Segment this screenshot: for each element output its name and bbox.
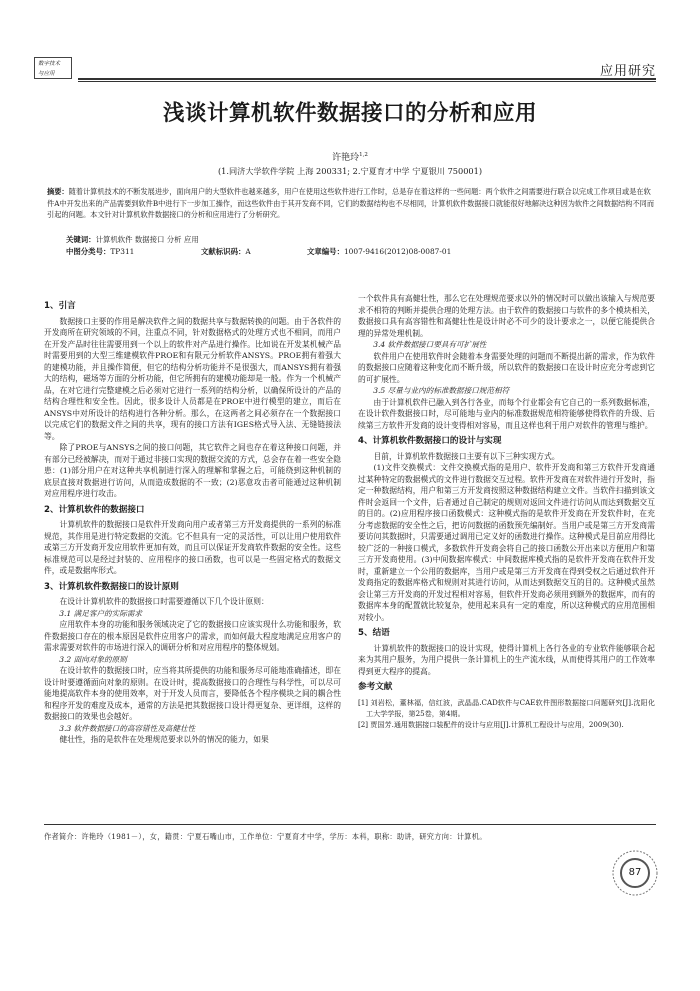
journal-line2: 与应用 [38,71,55,77]
header-rule [78,78,656,80]
paragraph: 计算机软件的数据接口是软件开发商向用户或者第三方开发商提供的一系列的标准规范，其作用是进行特定数据的交流。它不但具有一定的灵活性，可以让用户使用软件或第三方开发商开发应用软件更加有效，而且可以保证开发商软件数据的安全性。这些标准规范可以是经过封装的、应用程序的接口函数，也可以是一些固定格式的数据文件，或是数据库形式。 [44,520,341,575]
abstract-text: 随着计算机技术的不断发展进步，面向用户的大型软件也越来越多，用户在使用这些软件进行工作时，总是存在着这样的一些问题：两个软件之间需要进行联合以完成工作项目或是在软件A中开发出来的产品需要到软件B中进行下一步加工操作，而这些软件由于其开发商不同，它们的数据结构也不尽相同，计算机软件数据接口就能很好地解决这种因为软件之间数据结构不同而引起的问题。本文针对计算机软件数据接口的分析和应用进行了分析研究。 [47,187,655,219]
footer-rule [44,824,656,825]
author-affil-marks: 1,2 [359,152,368,158]
paragraph: 应用软件本身的功能和服务领域决定了它的数据接口应该实现什么功能和服务，软件数据接口存在的根本原因是软件应用客户的需求，而如何最大程度地满足应用客户的需求需要对软件的市场进行深入的调研分析和对应用程序的整体规划。 [44,620,341,652]
subheading-3-4: 3.4 软件数据接口要具有可扩展性 [373,340,487,349]
paragraph: 在设计软件的数据接口时，应当将其所提供的功能和服务尽可能地准确描述，即在设计时要遵循面向对象的原则。在设计时，提高数据接口的合理性与科学性，可以尽可能地提高软件本身的使用效率，对于开发人员而言，要降低各个程序模块之间的耦合性和程序开发的难度及成本，通常的方法是把其数据接口设计得更复杂、更详细，这样的数据接口的效果也会越好。 [44,666,341,721]
subheading-3-3: 3.3 软件数据接口的高容错性及高健壮性 [59,723,196,733]
article-no-value: 1007-9416(2012)08-0087-01 [343,246,452,256]
paragraph: 一个软件具有高健壮性，那么它在处理规范要求以外的情况时可以做出该输入与规范要求不相符的判断并提供合理的处理方法。由于软件的数据接口与软件的多个模块相关，数据接口具有高容错性和高健壮性是设计时必不可少的设计要求之一，以便它能提供合理的异常处理机制。 [358,294,655,338]
paragraph: 由于计算机软件已融入到各行各业，而每个行业都会有它自己的一系列数据标准，在设计软件数据接口时，尽可能地与业内的标准数据规范相符能够使得软件的升级、后续第三方软件开发商的设计变得相对容易，而且这样也利于用户对软件的管理与维护。 [358,397,655,430]
article-meta [66,234,451,257]
classification-row [66,246,451,258]
journal-line1: 数字技术 [38,61,61,67]
section-label: 应用研究 [599,64,656,79]
abstract [47,186,657,221]
page-number: 87 [620,858,650,888]
paragraph: 软件用户在使用软件时会随着本身需要处理的问题而不断提出新的需求，作为软件的数据接口应随着这种变化而不断升级，所以软件的数据接口在设计时应充分考虑到它的可扩展性。 [358,351,655,384]
heading-references: 参考文献 [358,682,393,692]
header-rule-thin [78,81,656,82]
heading-data-interface: 2、计算机软件的数据接口 [44,504,145,515]
abstract-label: 摘要： [47,187,69,196]
paragraph: 计算机软件的数据接口的设计实现，使得计算机上各行各业的专业软件能够联合起来为其用户服务，为用户提供一条计算机上的生产流水线，从而使得其用户的工作效率得到更大程序的提高。 [358,643,655,676]
clc-field [66,246,201,258]
heading-design-principles: 3、计算机软件数据接口的设计原则 [44,581,179,592]
doc-code-value: A [245,246,251,256]
affiliation: (1.同济大学软件学院 上海 200331; 2.宁夏育才中学 宁夏银川 750001) [217,166,483,176]
author-name: 许艳玲 [332,153,360,163]
article-no-field [307,246,451,258]
clc-label: 中图分类号： [66,246,111,256]
paragraph: (1)文件交换模式：文件交换模式指的是用户、软件开发商和第三方软件开发商通过某种特定的数据模式的文件进行数据交互过程。软件开发商在对软件进行开发时，指定一种数据结构，用户和第三方开发商按照这种数据结构建立文件。当软件扫描到该文件时会返回一个文件，后者通过自己制定的规则对返回文件进行访问从而达到数据交互的目的。(2)应用程序接口函数模式：这种模式指的是软件开发商在开发软件时，在充分考虑数据的安全性之后，把访问数据的函数预先编制好。当用户或是第三方开发商需要访问其数据时，只需要通过调用已定义好的函数进行操作。这种模式是目前应用得比较广泛的一种接口模式，多数软件开发商会将自己的接口函数公开出来以方便用户和第三方开发商使用。(3)中间数据库模式：中间数据库模式指的是软件开发商在软件开发时，重新建立一个公用的数据库，当用户或是第三方开发商在得到受权之后通过软件开发商指定的数据库格式和规则对其进行访问，从而达到数据交互的目的。这种模式虽然会让第三方开发商的开发过程相对容易，但软件开发商必须用到额外的数据库，而有的数据库本身的配置就比较复杂，使用起来具有一定的难度，所以这种模式的应用范围相对较小。 [358,463,655,622]
right-column [358,293,655,730]
journal-logo [34,57,72,79]
author [0,150,700,163]
reference-item: [2] 贾国芳.通用数据接口装配件的设计与应用[J].计算机工程设计与应用，2009(30). [358,719,624,729]
heading-implementation: 4、计算机软件数据接口的设计与实现 [358,436,502,446]
keywords: 计算机软件 数据接口 分析 应用 [95,235,199,244]
keywords-label: 关键词： [66,235,96,244]
subheading-3-1: 3.1 满足客户的实际需求 [59,608,143,618]
left-column [44,296,341,746]
paragraph: 在设计计算机软件的数据接口时需要遵循以下几个设计原则： [59,597,269,606]
heading-introduction: 1、引言 [44,301,76,311]
heading-conclusion: 5、结语 [358,628,390,638]
article-title: 浅谈计算机软件数据接口的分析和应用 [162,101,537,126]
paragraph: 数据接口主要的作用是解决软件之间的数据共享与数据转换的问题。由于各软件的开发商所在研究领域的不同，注重点不同，针对数据格式的处理方式也不相同，而用户在开发产品时往往需要用到一个以上的软件对产品进行操作。比如说在开发某机械产品时需要用到的大型三维建模软件PROE和有限元分析软件ANSYS。PROE拥有着强大的建模功能，并且操作简便，但它的结构分析功能并不是很强大，而ANSYS拥有着强大的结构，磁场等方面的分析功能，但它所拥有的建模功能却是一般。作为一个机械产品，在对它进行完整建模之后必须对它进行一系列的结构分析，以确保所设计的产品的结构合理性和安全性。因此，很多设计人员都是在PROE中进行模型的建立，而后在ANSYS中对所设计的结构进行各种分析。那么，在这两者之间必须存在一个数据接口以完成它们的数据文件之间的共享，现有的接口方法有IGES格式导入法、无缝链接法等。 [44,316,341,441]
subheading-3-5: 3.5 尽量与业内的标准数据接口规范相符 [373,386,510,395]
doc-code-field [201,246,307,258]
reference-item: [1] 刘岩松，董林福，信红波，武晶晶.CAD软件与CAE软件图形数据接口问题研究[J].沈阳化工大学学报，第25卷，第4期。 [358,697,655,718]
reference-list [358,697,655,730]
paragraph: 健壮性，指的是软件在处理规范要求以外的情况的能力，如果 [59,735,269,744]
clc-value: TP311 [110,246,135,256]
paragraph: 目前，计算机软件数据接口主要有以下三种实现方式。 [373,451,560,461]
doc-code-label: 文献标识码： [201,246,246,256]
paragraph: 除了PROE与ANSYS之间的接口问题，其它软件之间也存在着这种接口问题，并有部分已经被解决，而对于通过非接口实现的数据交流的方式，总会存在着一些安全隐患：(1)部分用户在对这种共享机制进行深入的理解和掌握之后，可能绕到这种机制的底层直接对数据进行访问，从而造成数据的不一致；(2)恶意攻击者可能通过这种机制对应用程序进行攻击。 [44,443,341,498]
article-no-label: 文章编号： [307,246,344,256]
author-bio: 作者简介：许艳玲（1981－），女，籍贯：宁夏石嘴山市，工作单位：宁夏育才中学，学历：本科，职称：助讲，研究方向：计算机。 [44,832,487,841]
keywords-row [66,234,451,246]
subheading-3-2: 3.2 面向对象的原则 [59,654,127,664]
